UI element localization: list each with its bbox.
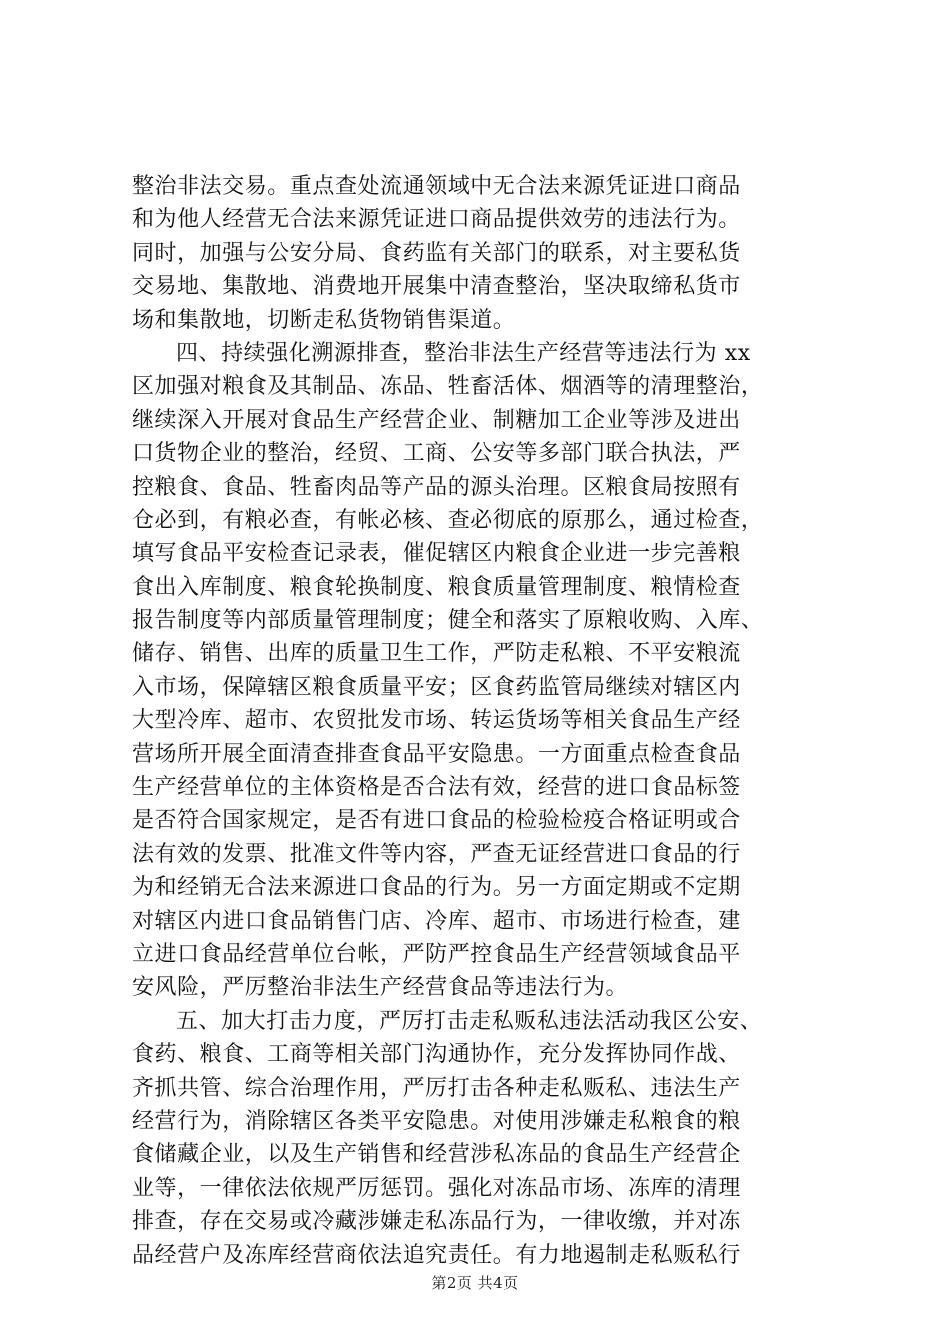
text-line: 食出入库制度、粮食轮换制度、粮食质量管理制度、粮情检查 xyxy=(132,574,741,600)
text-line: 整治非法交易。重点查处流通领域中无合法来源凭证进口商品 xyxy=(132,174,741,199)
text-line: 立进口食品经营单位台帐，严防严控食品生产经营领域食品平 xyxy=(132,941,741,967)
text-line: 场和集散地，切断走私货物销售渠道。 xyxy=(132,307,516,333)
text-line: 仓必到，有粮必查，有帐必核、查必彻底的原那么，通过检查， xyxy=(132,507,764,533)
text-line: 业等，一律依法依规严厉惩罚。强化对冻品市场、冻库的清理 xyxy=(132,1175,741,1201)
text-line: 对辖区内进口食品销售门店、冷库、超市、市场进行检查，建 xyxy=(132,908,741,934)
text-line: 生产经营单位的主体资格是否合法有效，经营的进口食品标签 xyxy=(132,775,741,801)
text-line: 法有效的发票、批准文件等内容，严查无证经营进口食品的行 xyxy=(132,841,741,867)
text-line: 区加强对粮食及其制品、冻品、牲畜活体、烟酒等的清理整治， xyxy=(132,374,764,400)
text-line: 填写食品平安检查记录表，催促辖区内粮食企业进一步完善粮 xyxy=(132,541,741,567)
page-number-footer: 第2页 共4页 xyxy=(431,1274,519,1292)
document-body xyxy=(132,170,832,1272)
text-line: 入市场，保障辖区粮食质量平安；区食药监管局继续对辖区内 xyxy=(132,674,741,700)
section-five-heading-line: 五、加大打击力度，严厉打击走私贩私违法活动我区公安、 xyxy=(176,1008,763,1034)
section-four-heading-line: 四、持续强化溯源排查，整治非法生产经营等违法行为 xx xyxy=(176,340,751,366)
text-line: 经营行为，消除辖区各类平安隐患。对使用涉嫌走私粮食的粮 xyxy=(132,1108,741,1134)
text-line: 安风险，严厉整治非法生产经营食品等违法行为。 xyxy=(132,975,629,1001)
text-line: 继续深入开展对食品生产经营企业、制糖加工企业等涉及进出 xyxy=(132,407,741,433)
text-line: 报告制度等内部质量管理制度；健全和落实了原粮收购、入库、 xyxy=(132,608,764,634)
text-line: 口货物企业的整治，经贸、工商、公安等多部门联合执法，严 xyxy=(132,441,741,467)
text-line: 交易地、集散地、消费地开展集中清查整治，坚决取缔私货市 xyxy=(132,274,741,300)
text-line: 储存、销售、出库的质量卫生工作，严防走私粮、不平安粮流 xyxy=(132,641,741,667)
text-line: 和为他人经营无合法来源凭证进口商品提供效劳的违法行为。 xyxy=(132,207,741,233)
text-line: 齐抓共管、综合治理作用，严厉打击各种走私贩私、违法生产 xyxy=(132,1075,741,1101)
text-line: 品经营户及冻库经营商依法追究责任。有力地遏制走私贩私行 xyxy=(132,1242,741,1268)
text-line: 营场所开展全面清查排查食品平安隐患。一方面重点检查食品 xyxy=(132,741,741,767)
text-line: 为和经销无合法来源进口食品的行为。另一方面定期或不定期 xyxy=(132,875,741,901)
text-line: 同时，加强与公安分局、食药监有关部门的联系，对主要私货 xyxy=(132,240,741,266)
text-line: 是否符合国家规定，是否有进口食品的检验检疫合格证明或合 xyxy=(132,808,741,834)
text-line: 大型冷库、超市、农贸批发市场、转运货场等相关食品生产经 xyxy=(132,708,741,734)
text-line: 控粮食、食品、牲畜肉品等产品的源头治理。区粮食局按照有 xyxy=(132,474,741,500)
text-line: 食药、粮食、工商等相关部门沟通协作，充分发挥协同作战、 xyxy=(132,1042,741,1068)
text-line: 排查，存在交易或冷藏涉嫌走私冻品行为，一律收缴，并对冻 xyxy=(132,1209,741,1235)
text-line: 食储藏企业，以及生产销售和经营涉私冻品的食品生产经营企 xyxy=(132,1142,741,1168)
